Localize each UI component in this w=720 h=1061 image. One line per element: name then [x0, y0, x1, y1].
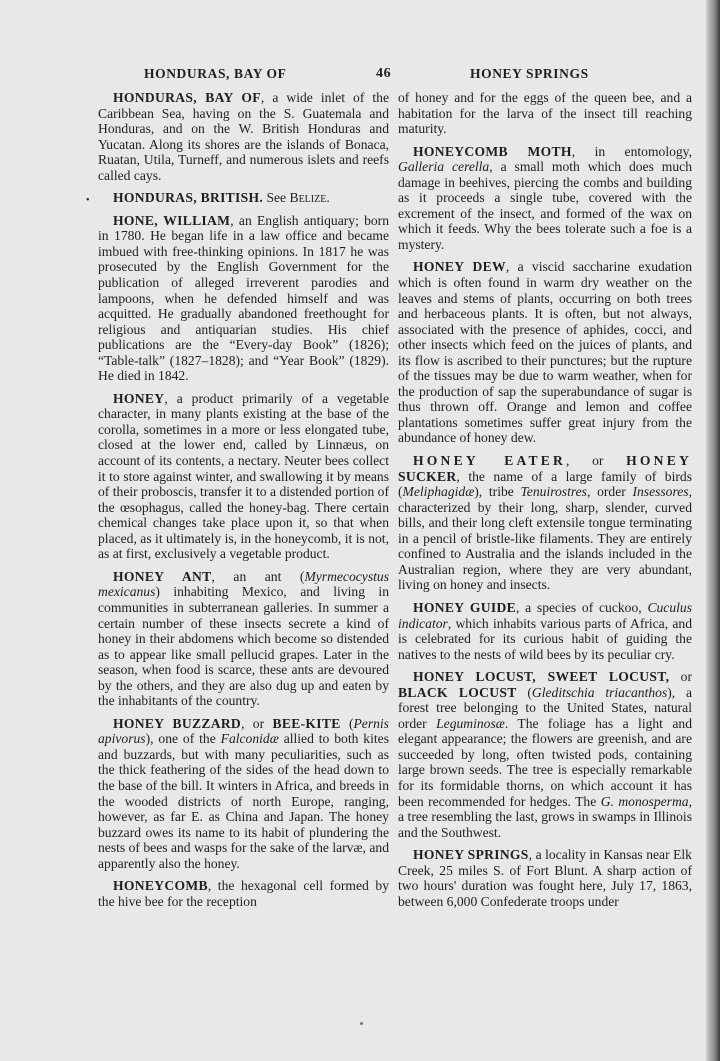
entry-text: , a tree resembling the last, grows in swamps in Illinois and the Southwest. [398, 793, 692, 840]
entry-text: , order [586, 484, 633, 500]
entry-headword: HONEY [113, 390, 165, 406]
entry-text: , the name of a large family of birds ( [398, 468, 692, 500]
entry-text: , the hexagonal cell formed by the hive bee for the reception [98, 878, 389, 909]
running-header-right: HONEY SPRINGS [470, 66, 589, 81]
print-speck [360, 1022, 363, 1025]
dictionary-entry [98, 391, 389, 562]
entry-text: , which inhabits various parts of Africa, and is celebrated for its curious habit of guiding the natives to the nests of wild bees by its peculiar cry. [398, 615, 692, 662]
entry-text: ( [340, 715, 354, 731]
dictionary-entry [98, 569, 389, 709]
entry-headword: HONDURAS, BRITISH. [113, 190, 264, 206]
dictionary-entry [98, 213, 389, 384]
italic-term: Myrmecocystus mexicanus [98, 568, 389, 600]
entry-headword: HONEY BUZZARD [113, 715, 242, 731]
page-edge-shadow [706, 0, 720, 1061]
cross-reference: Belize. [289, 190, 330, 206]
entry-headword: HONEYCOMB [113, 878, 208, 894]
italic-term: G. monosperma [600, 793, 689, 809]
dictionary-entry [398, 453, 692, 593]
italic-term: Cuculus indicator [398, 599, 692, 631]
running-header-left: HONDURAS, BAY OF [144, 66, 287, 81]
entry-text: . The foliage has a light and elegant appearance; the flowers are greenish, and are succeeded by long, often twisted pods, containing large brown seeds. The tree is especially remarkable for its formidable thorns, on which account it has been recommended for hedges. The [398, 715, 692, 809]
entry-headword: HONEYCOMB MOTH [413, 143, 572, 159]
entry-text: , or [241, 715, 273, 731]
entry-headword: SUCKER [398, 468, 457, 484]
text-column-left [98, 90, 389, 916]
text-column-right [398, 90, 692, 916]
entry-headword: HONDURAS, BAY OF [113, 90, 261, 105]
entry-text: ), a forest tree belonging to the United States, natural order [398, 684, 693, 731]
entry-headword: HONEY SPRINGS [413, 847, 529, 863]
dictionary-entry [398, 90, 692, 137]
entry-text: , a viscid saccharine exudation which is often found in warm dry weather on the leaves and stems of plants, occurring on both trees and herbaceous plants. It is often, but not always, associated with the presence of aphides, cocci, and other insects which feed on the juices of plants, and its flow is ascribed to their punctures; but the rupture of the tissues may be due to warm weather, when for the production of sap the superabundance of sugar is thus thrown off. Orange and lemon and coffee plantations sometimes suffer great injury from the abundance of honey dew. [398, 259, 692, 446]
dictionary-entry [398, 847, 692, 909]
entry-text: , an ant ( [211, 568, 305, 584]
entry-headword: BLACK LOCUST [398, 684, 517, 700]
entry-text: , or [566, 453, 627, 469]
italic-term: Insessores [632, 484, 689, 500]
entry-headword: HONEY LOCUST, SWEET LOCUST, [413, 669, 670, 685]
italic-term: Falconidæ [220, 731, 279, 747]
entry-text: of honey and for the eggs of the queen bee, and a habitation for the larva of the insect till reaching maturity. [398, 90, 692, 137]
entry-text: ), tribe [474, 484, 521, 500]
entry-headword: HONEY GUIDE [413, 599, 516, 615]
dictionary-entry [398, 600, 692, 662]
entry-text: See [263, 190, 290, 206]
dictionary-entry [398, 144, 692, 253]
entry-text: , a product primarily of a vegetable character, in many plants existing at the base of the corolla, sometimes in a more or less elongated tube, closed at the lower end, called by Linnæus, on account of its contents, a nectary. Neuter bees collect it to store against winter, and swallowing it by means of their proboscis, transfer it to a distended portion of the œsophagus, called the honey-bag. There certain chemical changes take place upon it, so that when placed, as it ultimately is, in the honeycomb, it is not, as at first, exclusively a vegetable product. [98, 390, 389, 562]
dictionary-entry [98, 716, 389, 871]
dictionary-entry [98, 190, 389, 206]
italic-term: Pernis apivorus [98, 715, 389, 747]
italic-term: Meliphagidæ [402, 484, 475, 500]
entry-text: ) inhabiting Mexico, and living in communities in subterranean galleries. In summer a certain number of these insects secrete a kind of honey in their abdomens which become so distended as to appear like small pellucid grapes. Later in the season, when food is scarce, these ants are devoured by the others, and they are also dug up and eaten by the inhabitants of the country. [98, 584, 389, 709]
entry-text: ( [516, 684, 532, 700]
entry-headword: BEE-KITE [272, 715, 341, 731]
entry-headword: HONEY ANT [113, 568, 212, 584]
margin-mark: • [86, 195, 90, 206]
entry-text: , an English antiquary; born in 1780. He began life in a law office and became imbued with free-thinking opinions. In 1817 he was prosecuted by the English Government for the publication of alleged irreverent parodies and lampoons, when he defended himself and was acquitted. He gradually abandoned freethought for religious and antiquarian studies. His chief publications are the “Every-day Book” (1826); “Table-talk” (1827–1828); and “Year Book” (1829). He died in 1842. [98, 212, 389, 384]
page-number: 46 [376, 66, 392, 81]
entry-text: , characterized by their long, sharp, slender, curved bills, and their long cleft extensile tongue terminating in a pencil of bristle-like filaments. They are entirely confined to Australia and the islands included in the Australian region, where they are very abundant, living on honey and insects. [398, 484, 692, 593]
entry-text: , a small moth which does much damage in beehives, piercing the combs and building as it proceeds a single tube, covered with the excrement of the insect, and formed of the wax on which it feeds. Why the bees tolerate such a foe is a mystery. [398, 159, 692, 252]
italic-term: Galleria cerella [398, 159, 490, 175]
entry-text: or [669, 669, 692, 685]
entry-headword: HONEY EATER [413, 453, 567, 469]
entry-headword: HONEY [626, 453, 692, 469]
dictionary-entry [398, 669, 692, 840]
entry-text: , a species of cuckoo, [515, 599, 648, 615]
italic-term: Leguminosæ [436, 715, 505, 731]
entry-text: , a locality in Kansas near Elk Creek, 25 miles S. of Fort Blunt. A sharp action of two hours' duration was fought here, July 17, 1863, between 6,000 Confederate troops under [398, 847, 692, 909]
entry-text: ), one of the [145, 731, 221, 747]
entry-text: , a wide inlet of the Caribbean Sea, having on the S. Guatemala and Honduras, and on the W. British Honduras and Yucatan. Along its shores are the islands of Bonaca, Ruatan, Utila, Turneff, and numerous islets and reefs called cays. [98, 90, 389, 183]
dictionary-entry [398, 259, 692, 446]
italic-term: Tenuirostres [520, 484, 587, 500]
dictionary-entry [98, 90, 389, 183]
entry-text: allied to both kites and buzzards, but with many peculiarities, such as the thick feathering of the sides of the head down to the base of the bill. It winters in Africa, and breeds in the wooded districts of north Europe, ranging, however, as far E. as China and Japan. The honey buzzard owes its name to its habit of plundering the nests of bees and wasps for the sake of the larvæ, and apparently also the honey. [98, 731, 389, 871]
entry-headword: HONE, WILLIAM [113, 212, 231, 228]
dictionary-entry [98, 878, 389, 909]
entry-headword: HONEY DEW [413, 259, 506, 275]
entry-text: , in entomology, [571, 143, 692, 159]
italic-term: Gleditschia triacanthos [531, 684, 668, 700]
